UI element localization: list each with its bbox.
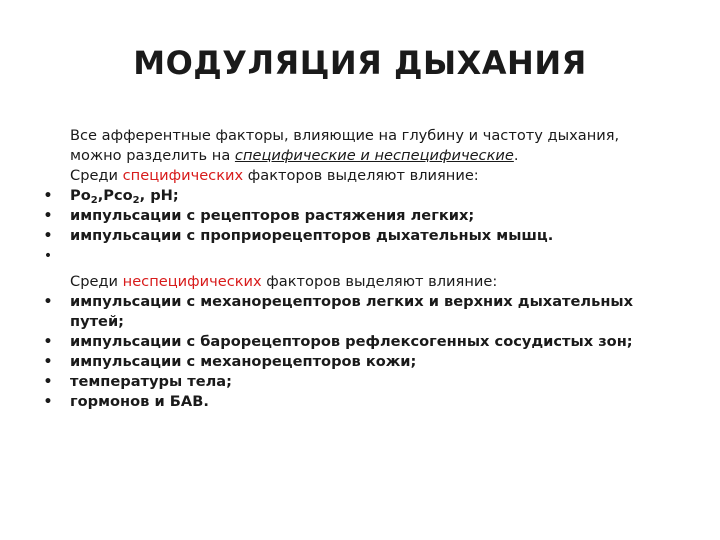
gas-pco-sub: 2 (132, 195, 140, 206)
specific-heading (38, 166, 678, 186)
slide-title: МОДУЛЯЦИЯ ДЫХАНИЯ (133, 44, 587, 82)
specific-keyword: специфических (122, 167, 244, 184)
bullet-icon: • (43, 248, 53, 264)
list-item (38, 292, 678, 312)
bullet-icon: • (43, 394, 53, 410)
nonspecific-keyword: неспецифических (122, 273, 262, 290)
intro-text-1: Все афферентные факторы, влияющие на глубину и частоту дыхания, (70, 127, 620, 144)
intro-text-2: можно разделить на (70, 147, 235, 164)
gas-pco: ,Рсо (97, 187, 133, 204)
list-item-text: импульсации с рецепторов растяжения легких; (70, 207, 475, 224)
list-item (38, 352, 678, 372)
list-item (38, 206, 678, 226)
list-item (38, 332, 678, 352)
empty-list-item (38, 246, 678, 266)
specific-heading-post: факторов выделяют влияние: (243, 167, 479, 184)
nonspecific-heading-post: факторов выделяют влияние: (261, 273, 498, 290)
list-item-text: путей; (70, 313, 125, 330)
list-item-text: импульсации с барорецепторов рефлексогенных сосудистых зон; (70, 333, 633, 350)
specific-heading-pre: Среди (70, 167, 123, 184)
gas-ph: , pH; (139, 187, 179, 204)
nonspecific-heading (38, 272, 678, 292)
slide-body (38, 126, 678, 412)
bullet-icon: • (43, 228, 53, 244)
intro-period: . (513, 147, 519, 164)
bullet-icon: • (43, 374, 53, 390)
list-item (38, 226, 678, 246)
list-item-text: температуры тела; (70, 373, 232, 390)
bullet-icon: • (43, 208, 53, 224)
list-item-text: импульсации с механорецепторов кожи; (70, 353, 417, 370)
gas-po: Ро (70, 187, 91, 204)
bullet-icon: • (43, 294, 53, 310)
list-item (38, 186, 678, 206)
list-item-text: гормонов и БАВ. (70, 393, 209, 410)
intro-line-1 (38, 126, 678, 146)
intro-emphasis: специфические и неспецифические (234, 147, 514, 164)
bullet-icon: • (43, 354, 53, 370)
gas-po-sub: 2 (90, 195, 98, 206)
nonspecific-heading-pre: Среди (70, 273, 123, 290)
list-item (38, 372, 678, 392)
bullet-icon: • (43, 188, 53, 204)
bullet-icon: • (43, 334, 53, 350)
list-item-text: импульсации с механорецепторов легких и верхних дыхательных (70, 293, 634, 310)
intro-line-2 (38, 146, 678, 166)
list-item-text: импульсации с проприорецепторов дыхательных мышц. (70, 227, 554, 244)
list-item (38, 392, 678, 412)
list-item-continuation (38, 312, 678, 332)
